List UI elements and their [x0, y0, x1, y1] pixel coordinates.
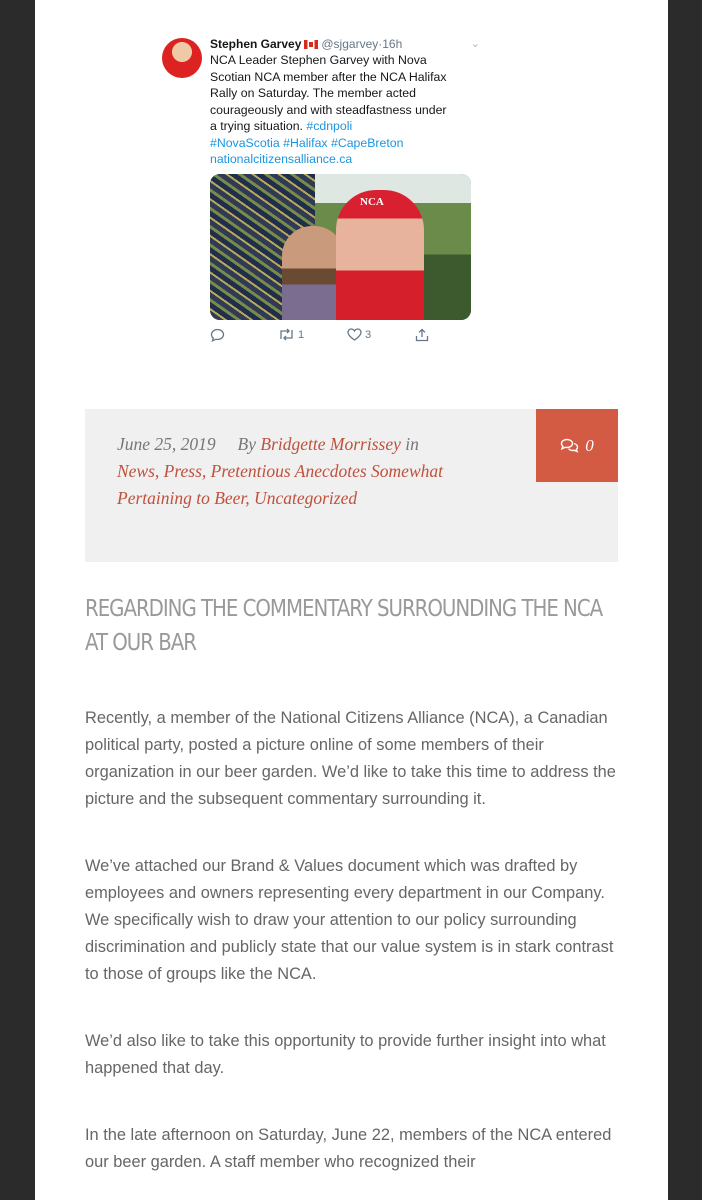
tweet-header: [210, 36, 480, 52]
tweet-text-line: NCA Leader Stephen Garvey with Nova: [210, 53, 427, 67]
tweet-actions: [210, 328, 480, 344]
tweet-author-handle[interactable]: @sjgarvey: [321, 37, 379, 51]
post-title-line1: REGARDING THE COMMENTARY SURROUNDING THE NCA: [85, 596, 603, 622]
tweet-text-line: Scotian NCA member after the NCA Halifax: [210, 69, 447, 84]
author-link[interactable]: Bridgette Morrissey: [260, 434, 401, 454]
photo-cap-text: NCA: [360, 196, 384, 208]
reply-icon: [210, 328, 225, 342]
post-body: [85, 705, 620, 1200]
tweet-separator: ·: [378, 37, 383, 51]
retweet-button[interactable]: [278, 328, 304, 341]
reply-button[interactable]: [210, 328, 225, 342]
like-count: 3: [365, 328, 372, 341]
tweet-link[interactable]: nationalcitizensalliance.ca: [210, 152, 353, 166]
tweet-text-line: courageously and with steadfastness under: [210, 102, 447, 117]
tweet-avatar[interactable]: [162, 38, 202, 78]
tweet-time[interactable]: 16h: [382, 37, 403, 51]
hashtag-cdnpoli[interactable]: #cdnpoli: [306, 119, 353, 133]
like-button[interactable]: [347, 328, 371, 341]
canada-flag-icon: [304, 40, 318, 49]
comments-icon: [560, 438, 579, 453]
share-button[interactable]: [415, 328, 429, 342]
article-page: [35, 0, 668, 1200]
post-meta: [85, 409, 618, 562]
body-paragraph: In the late afternoon on Saturday, June 22, members of the NCA entered our beer garden. A staff member who recognized their: [85, 1126, 612, 1171]
comment-count: 0: [585, 435, 594, 455]
tweet-text: [210, 52, 472, 168]
body-paragraph: We’ve attached our Brand & Values document which was drafted by employees and owners representing every department in our Company. We specifically wish to draw your attention to our policy surrounding discrimination and publicly state that our value system is in stark contrast to those of groups like the NCA.: [85, 857, 614, 983]
post-title: [85, 592, 603, 660]
in-label: in: [405, 434, 419, 454]
tweet-author-name[interactable]: Stephen Garvey: [210, 37, 302, 51]
tweet-text-line: [210, 118, 472, 135]
retweet-count: 1: [298, 328, 305, 341]
photo-person-bearded: [282, 226, 344, 320]
comments-badge[interactable]: [536, 409, 618, 482]
retweet-icon: [278, 328, 295, 341]
tweet-text-line: Rally on Saturday. The member acted: [210, 86, 416, 100]
category-links-line1[interactable]: News, Press, Pretentious Anecdotes Somewhat: [117, 461, 443, 481]
body-paragraph: We’d also like to take this opportunity to provide further insight into what happened that day.: [85, 1032, 606, 1077]
tweet-text-end: a trying situation.: [210, 119, 303, 133]
share-icon: [415, 328, 429, 342]
post-title-line2: AT OUR BAR: [85, 630, 196, 656]
category-links-line2[interactable]: Pertaining to Beer, Uncategorized: [117, 488, 358, 508]
heart-icon: [347, 328, 362, 341]
post-date[interactable]: June 25, 2019: [117, 434, 216, 454]
by-label: By: [237, 434, 257, 454]
post-meta-text: [117, 431, 517, 512]
photo-person-red-cap: [336, 190, 424, 320]
tweet-hashtags[interactable]: #NovaScotia #Halifax #CapeBreton: [210, 135, 404, 150]
body-paragraph: Recently, a member of the National Citizens Alliance (NCA), a Canadian political party, posted a picture online of some members of their organization in our beer garden. We’d like to take this time to address the picture and the subsequent commentary surrounding it.: [85, 709, 616, 808]
tweet-photo[interactable]: [210, 174, 471, 320]
chevron-down-icon[interactable]: ⌄: [470, 38, 480, 50]
